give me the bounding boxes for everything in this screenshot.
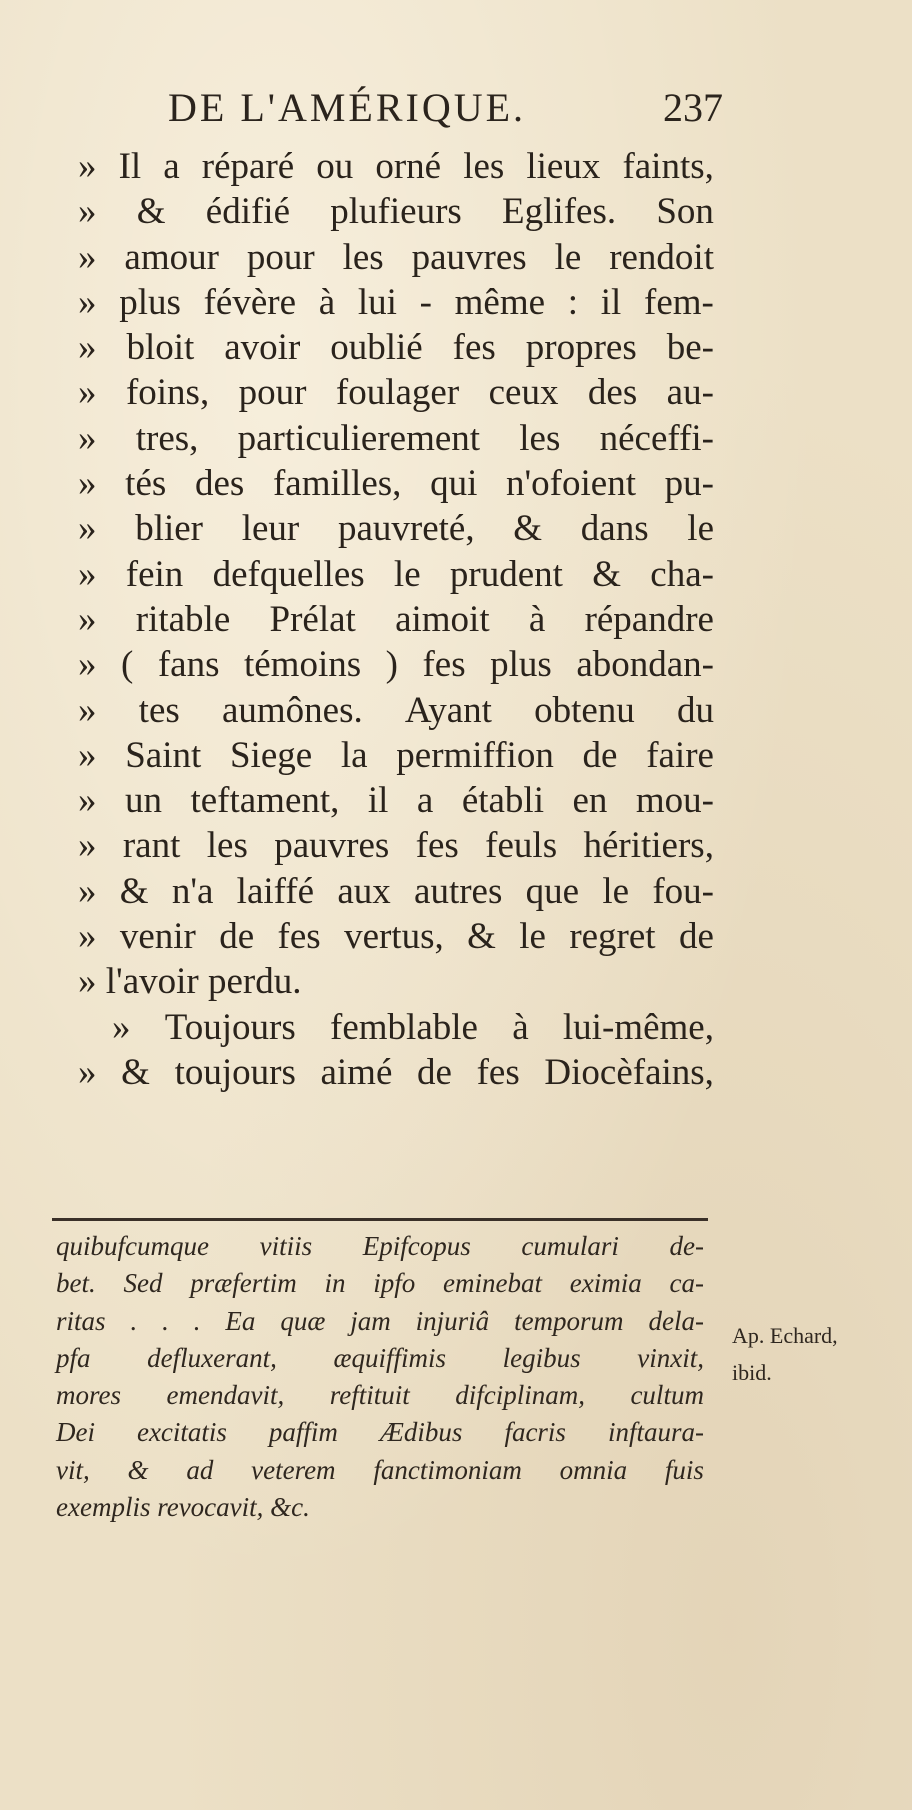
footnote-line: quibufcumque vitiis Epifcopus cumulari de-: [56, 1231, 704, 1261]
footnote-rule: [52, 1218, 708, 1221]
text-line: » Toujours femblable à lui-même,: [112, 1006, 714, 1048]
text-line: » Saint Siege la permiffion de faire: [78, 734, 714, 776]
footnote-line: vit, & ad veterem fanctimoniam omnia fuis: [56, 1454, 704, 1485]
page-number: 237: [663, 85, 723, 130]
text-line: » l'avoir perdu.: [78, 961, 302, 1003]
margin-note-line: Ap. Echard,: [732, 1323, 838, 1348]
footnote-line: ritas . . . Ea quæ jam injuriâ temporum dela-: [56, 1305, 704, 1336]
text-line: » blier leur pauvreté, & dans le: [78, 508, 714, 550]
text-line: » foins, pour foulager ceux des au-: [78, 372, 714, 414]
text-line: » & toujours aimé de fes Diocèfains,: [78, 1051, 714, 1093]
running-head: [168, 84, 723, 134]
margin-note-line: ibid.: [732, 1360, 772, 1385]
text-line: » ( fans témoins ) fes plus abondan-: [78, 644, 714, 686]
text-line: » & n'a laiffé aux autres que le fou-: [78, 870, 714, 912]
text-line: » Il a réparé ou orné les lieux faints,: [78, 146, 714, 187]
text-line: » tes aumônes. Ayant obtenu du: [78, 689, 714, 731]
text-line: » plus févère à lui - même : il fem-: [78, 281, 714, 323]
footnote-line: bet. Sed præfertim in ipfo eminebat eximia ca-: [56, 1268, 704, 1299]
text-line: » rant les pauvres fes feuls héritiers,: [78, 825, 714, 867]
running-title: DE L'AMÉRIQUE.: [168, 85, 527, 130]
text-line: » ritable Prélat aimoit à répandre: [78, 598, 714, 640]
text-line: » amour pour les pauvres le rendoit: [78, 236, 714, 278]
text-line: » & édifié plufieurs Eglifes. Son: [78, 191, 714, 233]
margin-note: [732, 1317, 908, 1391]
footnote-line: mores emendavit, reftituit difciplinam, cultum: [56, 1380, 704, 1411]
footnote-line: exemplis revocavit, &c.: [56, 1492, 310, 1523]
footnote-line: Dei excitatis paffim Ædibus facris inftaura-: [56, 1417, 704, 1448]
text-line: » un teftament, il a établi en mou-: [78, 780, 714, 822]
footnote: [56, 1228, 704, 1526]
text-line: » tés des familles, qui n'ofoient pu-: [78, 463, 714, 505]
body-text: [78, 144, 714, 1095]
text-line: » bloit avoir oublié fes propres be-: [78, 327, 714, 369]
text-line: » tres, particulierement les néceffi-: [78, 417, 714, 459]
text-line: » fein defquelles le prudent & cha-: [78, 553, 714, 595]
footnote-line: pfa defluxerant, æquiffimis legibus vinxit,: [56, 1342, 704, 1373]
text-line: » venir de fes vertus, & le regret de: [78, 916, 714, 958]
